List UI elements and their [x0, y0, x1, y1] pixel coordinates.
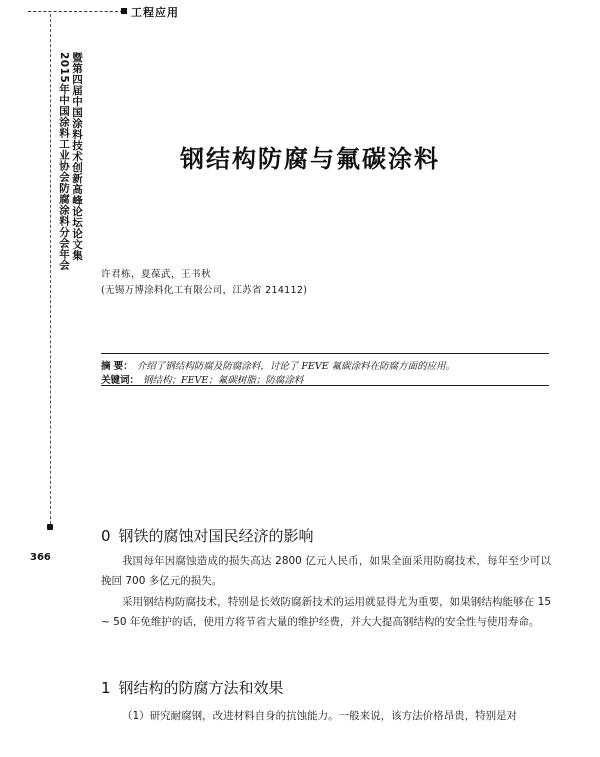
authors: 许君栋，夏葆武，王书秋: [101, 269, 212, 280]
article-title: 钢结构防腐与氟碳涂料: [180, 144, 440, 173]
sidebar-square-marker: [47, 524, 53, 530]
keywords-label: 关键词：: [101, 375, 140, 386]
section-0-heading: [101, 525, 314, 546]
sidebar-dashed-rule: [50, 14, 51, 529]
section-1-heading: [101, 677, 284, 698]
section-tag: 工程应用: [131, 6, 179, 19]
abstract: [101, 358, 455, 372]
section-0-paragraph-1: 我国每年因腐蚀造成的损失高达 2800 亿元人民币，如果全面采用防腐技术，每年至少可以挽回 700 多亿元的损失。: [101, 555, 551, 587]
section-0-paragraph-2: 采用钢结构防腐技术，特别是长效防腐新技术的运用就显得尤为重要，如果钢结构能够在 15 ~ 50 年免维护的话，使用方将节省大量的维护经费，并大大提高钢结构的安全性与使用寿命。: [101, 596, 551, 628]
affiliation: (无锡万博涂料化工有限公司，江苏省 214112): [101, 285, 308, 296]
section-0-title: 钢铁的腐蚀对国民经济的影响: [118, 527, 314, 545]
conference-title-line-2: 暨第四届中国涂料技术创新高峰论坛论文集: [71, 52, 83, 261]
abstract-label: 摘 要：: [101, 361, 133, 372]
page-number: 366: [30, 552, 51, 563]
header-dashed-rule: [28, 11, 123, 12]
section-1-paragraph-1: （1）研究耐腐钢，改进材料自身的抗蚀能力。一般来说，该方法价格昂贵，特别是对: [122, 710, 518, 722]
header-square-marker: [121, 8, 127, 14]
abstract-top-rule: [101, 353, 549, 354]
section-1-number: 1: [101, 679, 111, 697]
abstract-bottom-rule: [101, 385, 549, 386]
section-1-title: 钢结构的防腐方法和效果: [118, 679, 284, 697]
section-0-number: 0: [101, 527, 111, 545]
keywords: [101, 372, 303, 386]
keywords-text: 钢结构；FEVE；氟碳树脂；防腐涂料: [143, 375, 304, 386]
abstract-text: 介绍了钢结构防腐及防腐涂料，讨论了 FEVE 氟碳涂料在防腐方面的应用。: [136, 361, 456, 372]
conference-title-line-1: 2015年中国涂料工业协会防腐涂料分会年会: [58, 52, 70, 271]
